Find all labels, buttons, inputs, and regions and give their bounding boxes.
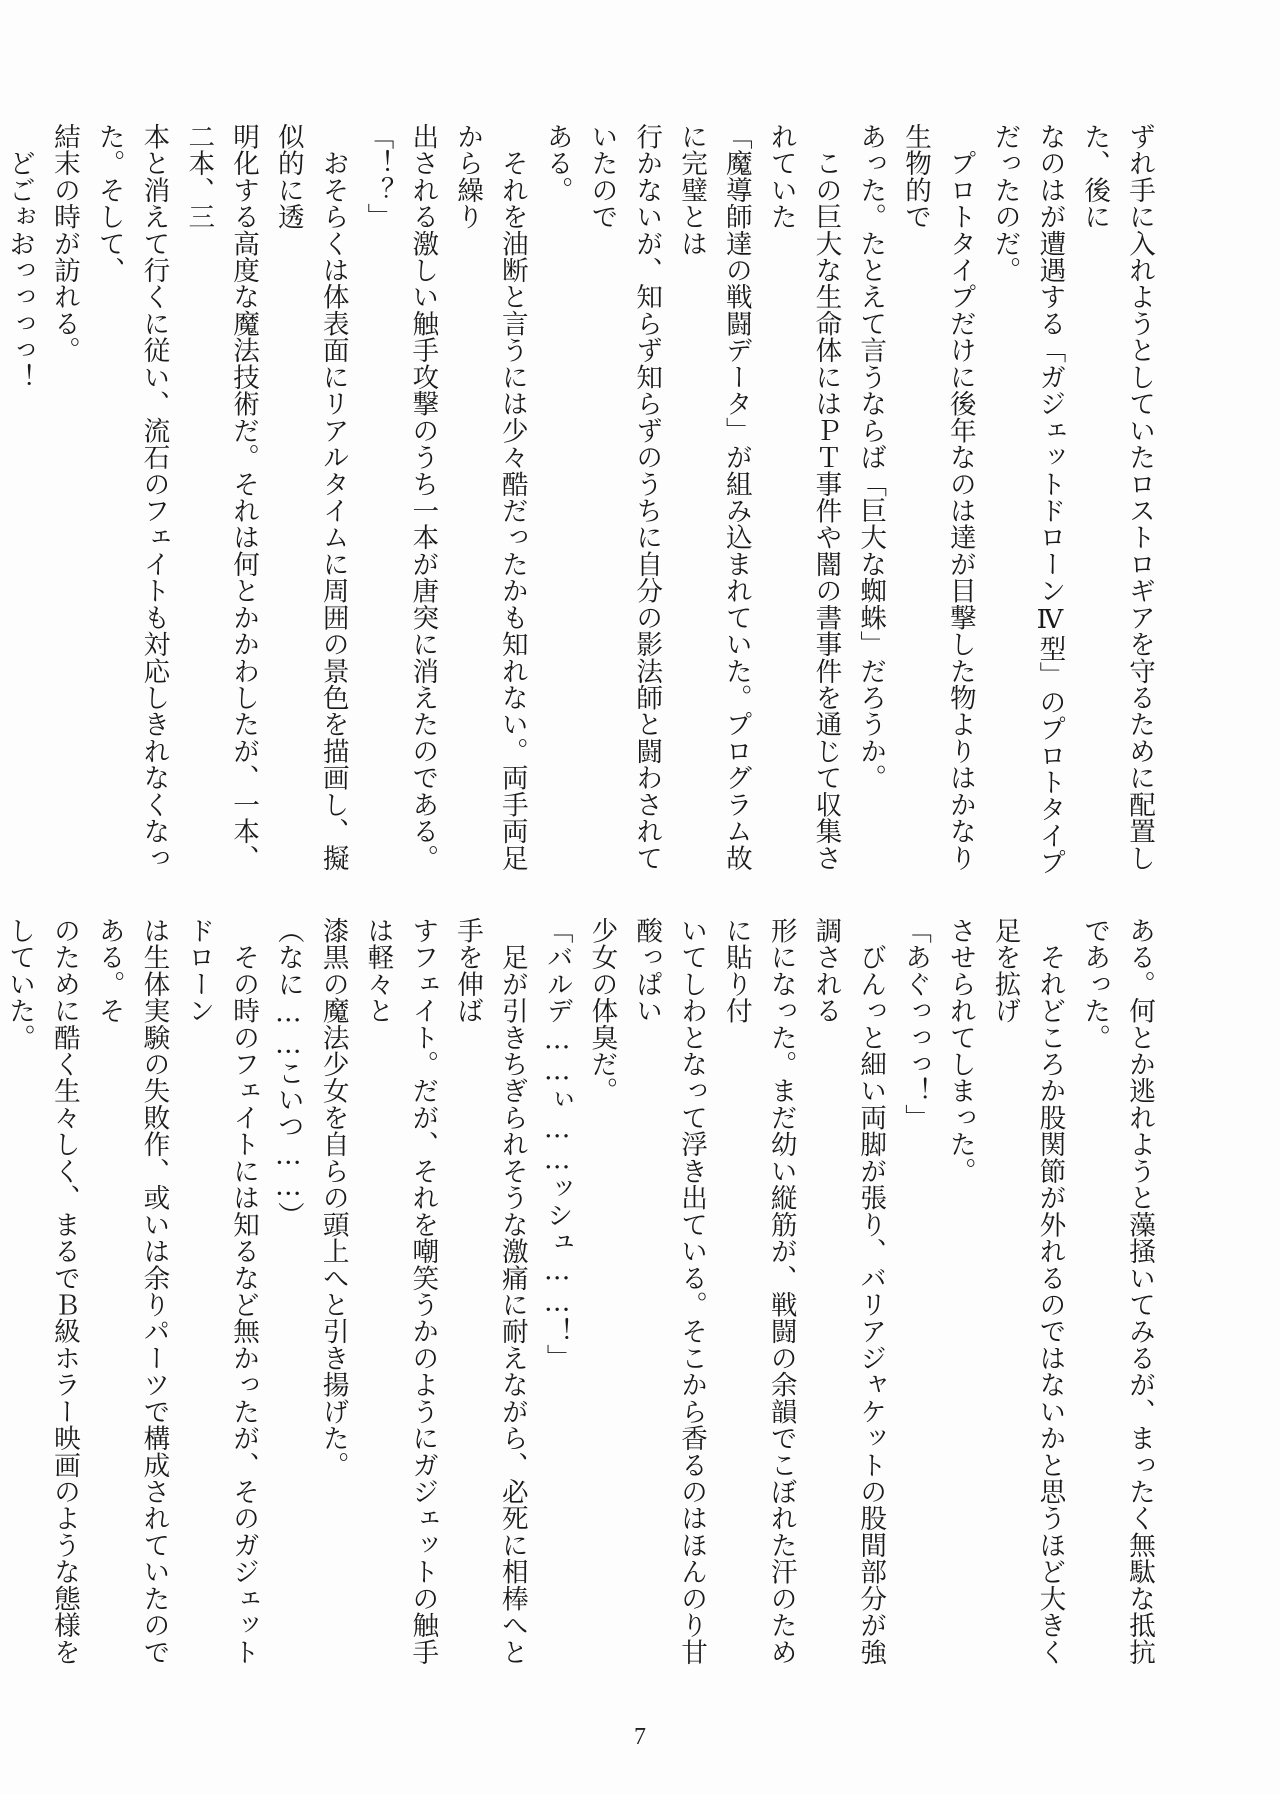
text-line: プロトタイプだけに後年なのは達が目撃した物よりはかなり生物的で [900, 123, 976, 872]
text-line: 「バルデ……ぃ……ッシュ……！」 [541, 917, 573, 1371]
text-block-upper [4, 123, 1161, 883]
text-line: ある。何とか逃れようと藻掻いてみるが、まったく無駄な抵抗であった。 [1079, 917, 1155, 1666]
text-line: すフェイト。だが、それを嘲笑うかのようにガジェットの触手は軽々と [362, 917, 439, 1666]
text-line: この巨大な生命体にはＰＴ事件や闇の書事件を通じて収集されていた [765, 123, 842, 872]
text-line: 結末の時が訪れる。 [48, 123, 80, 364]
text-line: おそらくは体表面にリアルタイムに周囲の景色を描画し、擬似的に透 [272, 123, 349, 872]
text-line: のために酷く生々しく、まるでＢ級ホラー映画のような態様をしていた。 [4, 917, 80, 1666]
text-line: 足が引きちぎられそうな激痛に耐えながら、必死に相棒へと手を伸ば [452, 917, 528, 1666]
text-line: させられてしまった。 [944, 917, 976, 1185]
text-line: びんっと細い両脚が張り、バリアジャケットの股間部分が強調される [810, 917, 887, 1666]
text-line: 行かないが、知らず知らずのうちに自分の影法師と闘わされていたので [586, 123, 663, 872]
text-line: 形になった。まだ幼い縦筋が、戦闘の余韻でこぼれた汗のために貼り付 [720, 917, 797, 1666]
text-line: 少女の体臭だ。 [586, 917, 618, 1105]
text-line: 明化する高度な魔法技術だ。それは何とかかわしたが、一本、二本、三 [183, 123, 260, 872]
page-number: 7 [634, 1724, 646, 1750]
text-line: それどころか股関節が外れるのではないかと思うほど大きく足を拡げ [989, 917, 1066, 1666]
text-line: 「！？」 [362, 123, 394, 230]
text-line: 本と消えて行くに従い、流石のフェイトも対応しきれなくなった。そして、 [93, 123, 170, 872]
text-line: （なに……こいつ……） [272, 917, 304, 1229]
text-line: 漆黒の魔法少女を自らの頭上へと引き揚げた。 [317, 917, 349, 1479]
text-line: いてしわとなって浮き出ている。そこから香るのはほんのり甘酸っぱい [631, 917, 708, 1666]
text-line: ある。 [541, 123, 573, 204]
text-line: それを油断と言うには少々酷だったかも知れない。両手両足から繰り [452, 123, 528, 872]
text-line: あった。たとえて言うならば「巨大な蜘蛛」だろうか。 [855, 123, 887, 791]
text-block-lower [4, 917, 1161, 1677]
text-line: は生体実験の失敗作、或いは余りパーツで構成されていたのである。そ [93, 917, 170, 1666]
text-line: 「魔導師達の戦闘データ」が組み込まれていた。プログラム故に完璧とは [676, 123, 752, 872]
text-line: その時のフェイトには知るなど無かったが、そのガジェットドローン [183, 917, 260, 1666]
text-line: なのはが遭遇する「ガジェットドローンⅣ型」のプロトタイプだったのだ。 [989, 123, 1066, 876]
text-line: ずれ手に入れようとしていたロストロギアを守るために配置した、後に [1079, 123, 1155, 872]
text-line: 出される激しい触手攻撃のうち一本が唐突に消えたのである。 [407, 123, 439, 872]
text-line: どごぉおっっっっ！ [4, 123, 36, 391]
text-line: 「あぐっっっ！」 [900, 917, 932, 1131]
